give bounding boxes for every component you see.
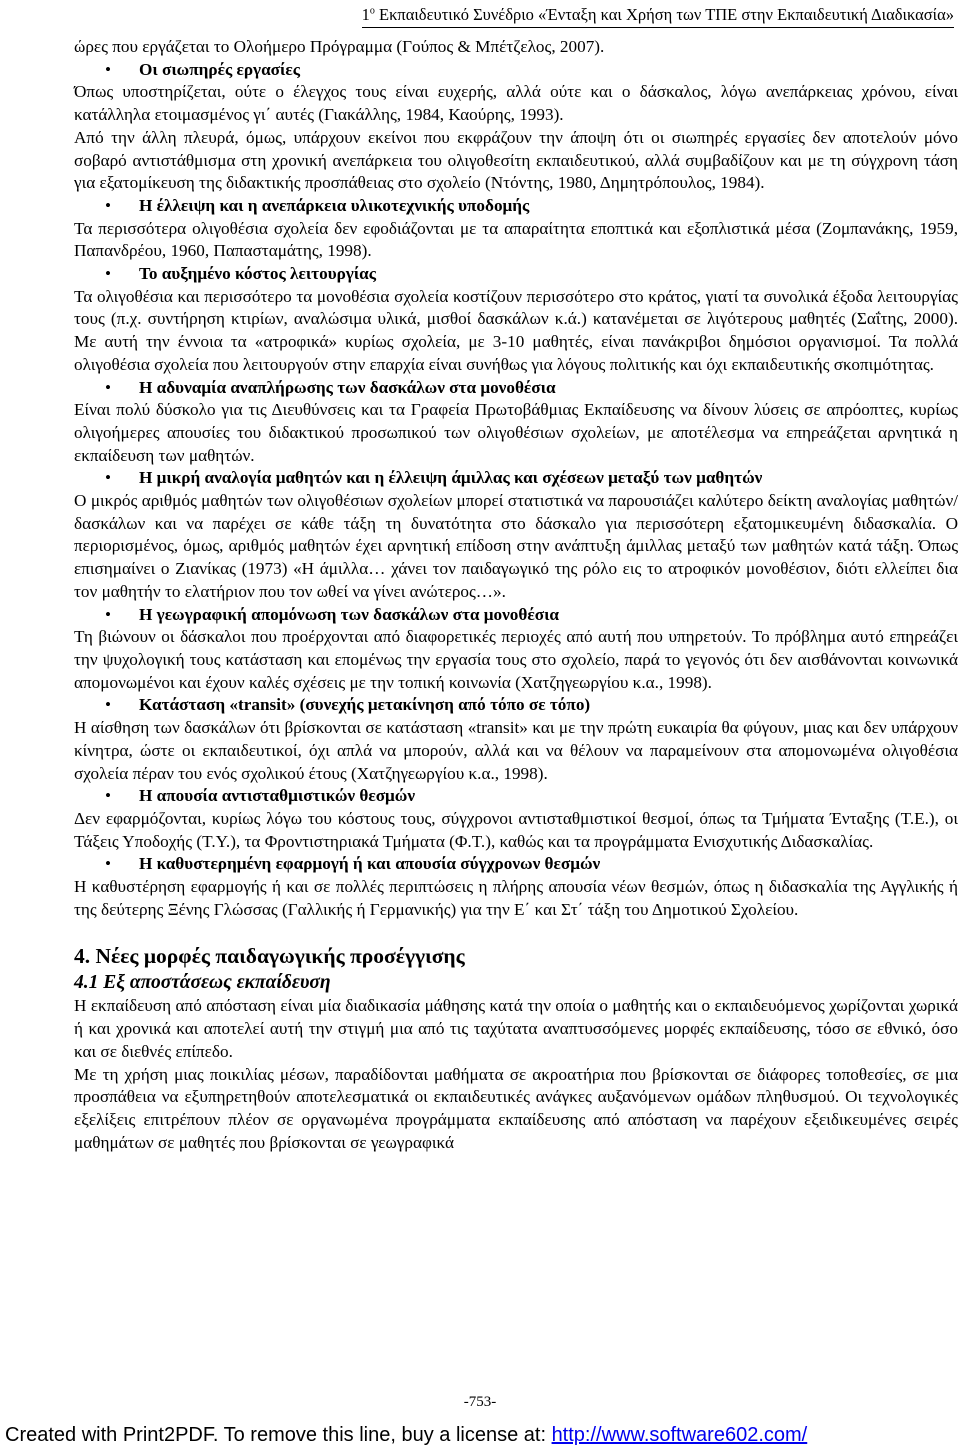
paragraph: Είναι πολύ δύσκολο για τις Διευθύνσεις και τα Γραφεία Πρωτοβάθμιας Εκπαίδευσης να δίνουν λύσεις σε απρόοπτες, κυρίως ολιγοήμερες απουσίες του διδακτικού προσωπικού των ολιγοθέσιων σχολείων, με αποτέλεσμα να επηρεάζεται αρνητικά η εκπαίδευση των μαθητών. [74,400,958,465]
bullet-heading: • Το αυξημένο κόστος λειτουργίας [74,263,958,286]
paragraph: Ο μικρός αριθμός μαθητών των ολιγοθέσιων σχολείων μπορεί στατιστικά να παρουσιάζει καλύτερο δείκτη αναλογίας μαθητών/δασκάλων και να παρέχει σε κάθε τάξη τη δυνατότητα στο δάσκαλο για περισσότερη εξατομικευμένη διδασκαλία. Ο περιορισμένος, όμως, αριθμός μαθητών έχει αρνητική επίδοση στην ανάπτυξη άμιλλας μεταξύ των μαθητών κατά τάξη. Όπως επισημαίνει ο Ζιανίκας (1973) «Η άμιλλα… χάνει τον παιδαγωγικό της ρόλο εις το ατροφικόν μονοθέσιον, διότι ελλείπει δια τον μαθητήν το ελατήριον που τον ωθεί να γίνει ανώτερος…». [74,491,958,601]
bullet-heading: • Οι σιωπηρές εργασίες [74,59,958,82]
paragraph: ώρες που εργάζεται το Ολοήμερο Πρόγραμμα (Γούπος & Μπέτζελος, 2007). [74,37,605,56]
watermark-text: Created with Print2PDF. To remove this line, buy a license at: [5,1424,552,1446]
paragraph: Όπως υποστηρίζεται, ούτε ο έλεγχος τους είναι ευχερής, αλλά ούτε και ο δάσκαλος, λόγω ανεπάρκειας χρόνου, είναι κατάλληλα ετοιμασμένος γι΄ αυτές (Γιακάλλης, 1984, Καούρης, 1993). [74,82,958,125]
license-link[interactable]: http://www.software602.com/ [551,1424,808,1446]
subsection-heading: 4.1 Εξ αποστάσεως εκπαίδευση [74,972,331,994]
page-number: -753- [463,1394,497,1410]
paragraph: Τα ολιγοθέσια και περισσότερο τα μονοθέσια σχολεία κοστίζουν περισσότερο στο κράτος, γιατί τα συνολικά έξοδα λειτουργίας τους (π.χ. συντήρηση κτιρίων, αναλώσιμα υλικά, μισθοί δασκάλων κ.ά.) κατανέμεται σε λιγότερους μαθητές (Σαΐτης, 2000). Με αυτή την έννοια τα «ατροφικά» κυρίως σχολεία, με 3-10 μαθητές, είναι πανάκριβοι δημόσιοι οργανισμοί. Τα πολλά ολιγοθέσια σχολεία που λειτουργούν στην επαρχία είναι συνήθως για λόγους πολιτικής και όχι εκπαιδευτικής σκοπιμότητας. [74,286,958,374]
paragraph: Από την άλλη πλευρά, όμως, υπάρχουν εκείνοι που εκφράζουν την άποψη ότι οι σιωπηρές εργασίες δεν αποτελούν μόνο σοβαρό αντιστάθμισμα στη χρονική ανεπάρκεια του ολιγοθεσίτη εκπαιδευτικού, αλλά συμβαδίζουν και με τη σύγχρονη τάση για εξατομίκευση της διδακτικής προσπάθειας στο σχολείο (Ντόντης, 1980, Δημητρόπουλος, 1984). [74,127,958,193]
paragraph: Τα περισσότερα ολιγοθέσια σχολεία δεν εφοδιάζονται με τα απαραίτητα εποπτικά και εξοπλιστικά μέσα (Ζομπανάκης, 1959, Παπανδρέου, 1960, Παπασταμάτης, 1998). [74,218,958,261]
bullet-heading: • Κατάσταση «transit» (συνεχής μετακίνηση από τόπο σε τόπο) [74,694,958,717]
paragraph: Η αίσθηση των δασκάλων ότι βρίσκονται σε κατάσταση «transit» και με την πρώτη ευκαιρία θα φύγουν, μιας και δεν υπάρχουν κίνητρα, ώστε οι εκπαιδευτικοί, όχι απλά να μπορούν, αλλά και να θέλουν να παραμείνουν στα απομονωμένα ολιγοθέσια σχολεία πέραν του ενός σχολικού έτους (Χατζηγεωργίου κ.α., 1998). [74,718,958,783]
section-heading: 4. Νέες μορφές παιδαγωγικής προσέγγισης [74,944,465,969]
bullet-heading: • Η απουσία αντισταθμιστικών θεσμών [74,785,958,808]
paragraph: Με τη χρήση μιας ποικιλίας μέσων, παραδίδονται μαθήματα σε ακροατήρια που βρίσκονται σε διάφορες τοποθεσίες, σε μια προσπάθεια να εξυπηρετηθούν αποτελεσματικά οι εκπαιδευτικές ανάγκες αυξανόμενων ομάδων πληθυσμού. Οι τεχνολογικές εξελίξεις επιτρέπουν πλέον σε οργανωμένα προγράμματα εκπαίδευσης από απόσταση να παρέχουν εξειδικευμένες σειρές μαθημάτων σε μαθητές που βρίσκονται σε γεωγραφικά [74,1064,958,1152]
bullet-heading: • Η γεωγραφική απομόνωση των δασκάλων στα μονοθέσια [74,604,958,627]
bullet-heading: • Η καθυστερημένη εφαρμογή ή και απουσία σύγχρονων θεσμών [74,853,958,876]
document-body [74,36,958,1154]
ordinal-superscript: ο [369,5,375,17]
paragraph: Η εκπαίδευση από απόσταση είναι μία διαδικασία μάθησης κατά την οποία ο μαθητής και ο εκπαιδευόμενος χωρίζονται χωρικά ή και χρονικά και αποτελεί αυτή την στιγμή μια από τις ταχύτατα αναπτυσσόμενες μορφές εκπαίδευσης, τόσο σε εθνικό, όσο και σε διεθνές επίπεδο. [74,996,958,1061]
paragraph: Τη βιώνουν οι δάσκαλοι που προέρχονται από διαφορετικές περιοχές από αυτή που υπηρετούν. Το πρόβλημα αυτό επηρεάζει την ψυχολογική τους κατάσταση και επομένως την εργασία τους στο σχολείο, παρά το γεγονός ότι δεν αισθάνονται κοινωνικά απομονωμένοι και έχουν καλές σχέσεις με την τοπική κοινωνία (Χατζηγεωργίου κ.α., 1998). [74,627,958,692]
conference-number: 1 [361,5,370,24]
conference-title: Εκπαιδευτικό Συνέδριο «Ένταξη και Χρήση των ΤΠΕ στην Εκπαιδευτική Διαδικασία» [374,5,954,24]
bullet-heading: • Η αδυναμία αναπλήρωσης των δασκάλων στα μονοθέσια [74,377,958,400]
watermark-footer [5,1424,807,1447]
page-header [362,5,954,28]
bullet-heading: • Η μικρή αναλογία μαθητών και η έλλειψη άμιλλας και σχέσεων μεταξύ των μαθητών [74,467,958,490]
bullet-heading: • Η έλλειψη και η ανεπάρκεια υλικοτεχνικής υποδομής [74,195,958,218]
paragraph: Δεν εφαρμόζονται, κυρίως λόγω του κόστους τους, σύγχρονοι αντισταθμιστικοί θεσμοί, όπως τα Τμήματα Ένταξης (Τ.Ε.), οι Τάξεις Υποδοχής (Τ.Υ.), τα Φροντιστηριακά Τμήματα (Φ.Τ.), καθώς και τα προγράμματα Ενισχυτικής Διδασκαλίας. [74,808,958,851]
paragraph: Η καθυστέρηση εφαρμογής ή και σε πολλές περιπτώσεις η πλήρης απουσία νέων θεσμών, όπως η διδασκαλία της Αγγλικής ή της δεύτερης Ξένης Γλώσσας (Γαλλικής ή Γερμανικής) για την Ε΄ και Στ΄ τάξη του Δημοτικού Σχολείου. [74,877,958,919]
